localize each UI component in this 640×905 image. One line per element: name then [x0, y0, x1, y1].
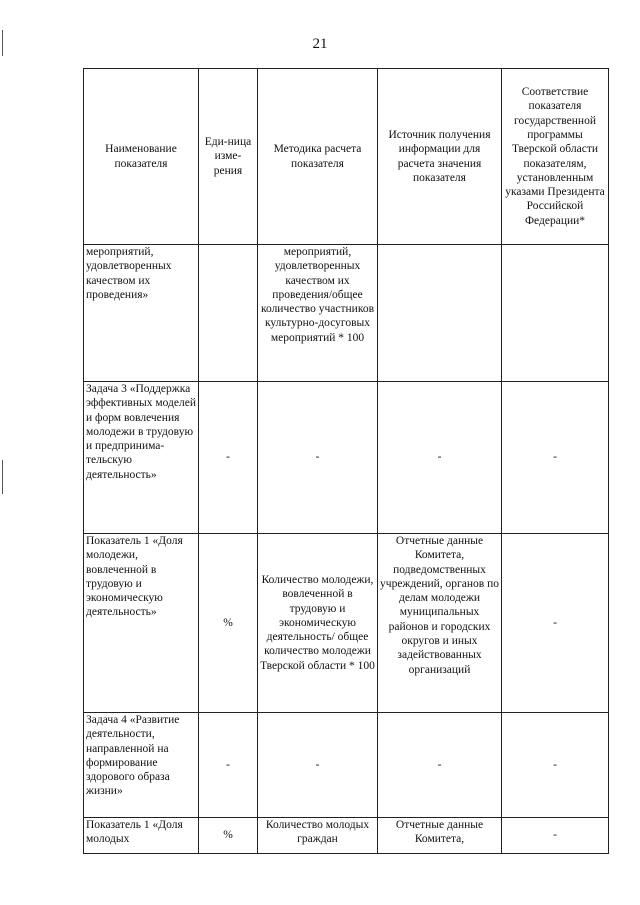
cell-unit: % [199, 818, 258, 854]
cell-compliance [502, 245, 609, 382]
table-row [84, 818, 609, 854]
cell-method: Количество молодежи, вовлеченной в трудовую и экономическую деятельность/ общее количество молодежи Тверской области * 100 [258, 534, 378, 713]
table-row [84, 713, 609, 818]
cell-compliance: - [502, 713, 609, 818]
table-header-row [84, 69, 609, 245]
scan-edge-mark [2, 460, 3, 494]
header-indicator-name: Наименование показателя [84, 69, 199, 245]
cell-unit [199, 245, 258, 382]
cell-name: Задача 4 «Развитие деятельности, направленной на формирование здорового образа жизни» [84, 713, 199, 818]
cell-source: - [378, 382, 502, 534]
cell-source: - [378, 713, 502, 818]
cell-unit: - [199, 382, 258, 534]
cell-name: Задача 3 «Поддержка эффективных моделей и форм вовлечения молодежи в трудовую и предпринима-тельскую деятельность» [84, 382, 199, 534]
cell-unit: % [199, 534, 258, 713]
page-number: 21 [312, 36, 328, 52]
cell-source: Отчетные данные Комитета, подведомственных учреждений, органов по делам молодежи муниципальных районов и городских округов и иных задействованных организаций [378, 534, 502, 713]
header-source: Источник получения информации для расчета значения показателя [378, 69, 502, 245]
header-compliance: Соответствие показателя государственной программы Тверской области показателям, установленным указами Президента Российской Федерации* [502, 69, 609, 245]
cell-name: мероприятий, удовлетворенных качеством их проведения» [84, 245, 199, 382]
cell-method: - [258, 713, 378, 818]
cell-compliance: - [502, 382, 609, 534]
cell-compliance: - [502, 818, 609, 854]
header-method: Методика расчета показателя [258, 69, 378, 245]
cell-unit: - [199, 713, 258, 818]
cell-source: Отчетные данные Комитета, [378, 818, 502, 854]
cell-compliance: - [502, 534, 609, 713]
cell-method: Количество молодых граждан [258, 818, 378, 854]
cell-name: Показатель 1 «Доля молодых [84, 818, 199, 854]
cell-name: Показатель 1 «Доля молодежи, вовлеченной в трудовую и экономическую деятельность» [84, 534, 199, 713]
table-row [84, 382, 609, 534]
cell-source [378, 245, 502, 382]
header-unit: Еди-ница изме-рения [199, 69, 258, 245]
table-row [84, 534, 609, 713]
cell-method: мероприятий, удовлетворенных качеством их проведения/общее количество участников культурно-досуговых мероприятий * 100 [258, 245, 378, 382]
indicators-table [83, 68, 609, 854]
table-row [84, 245, 609, 382]
cell-method: - [258, 382, 378, 534]
